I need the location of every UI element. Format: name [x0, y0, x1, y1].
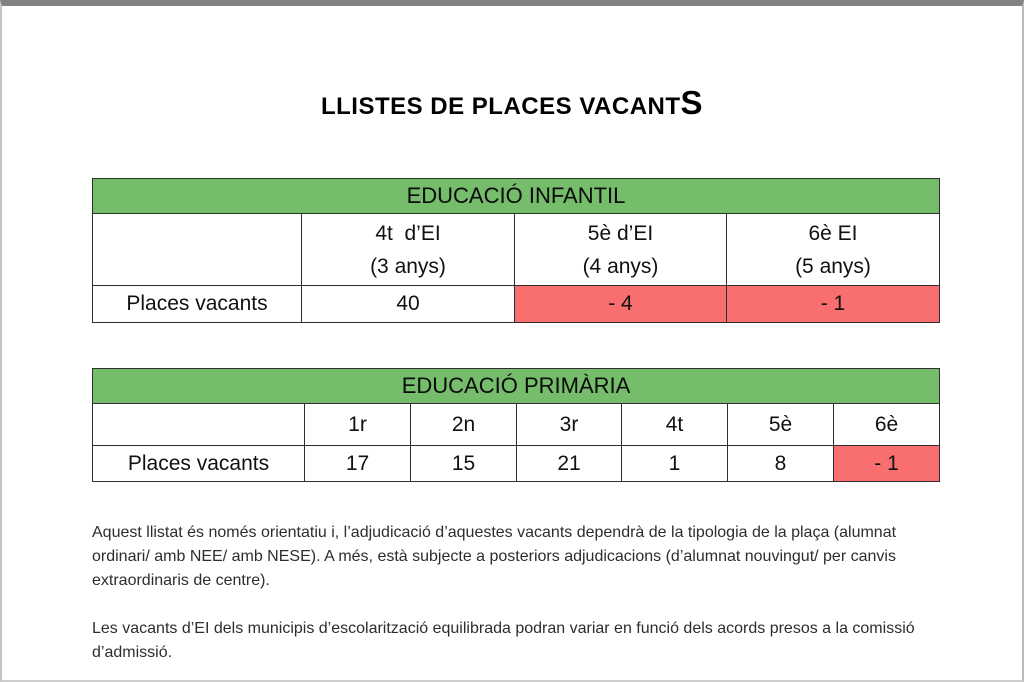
table-row	[93, 286, 940, 323]
column-header-5e: 5è	[728, 404, 834, 446]
column-header-6e: 6è	[834, 404, 940, 446]
page-title-suffix: S	[680, 84, 704, 121]
value-4t-ei: 40	[302, 286, 515, 323]
page-title	[2, 86, 1022, 124]
table-row	[93, 404, 940, 446]
column-header-line2: (4 anys)	[582, 254, 659, 278]
column-header-line2: (5 anys)	[795, 254, 871, 278]
note-orientative-disclaimer: Aquest llistat és només orientatiu i, l’adjudicació d’aquestes vacants dependrà de la tipologia de la plaça (alumnat ordinari/ amb NEE/ amb NESE). A més, està subjecte a posteriors adjudicacions (d’alumnat nouvingut/ per canvis extraordinaris de centre).	[92, 524, 897, 589]
table-row	[93, 446, 940, 482]
column-header-line1: 5è d’EI	[587, 221, 654, 245]
value-2n: 15	[411, 446, 517, 482]
table-title-primaria: EDUCACIÓ PRIMÀRIA	[93, 369, 940, 404]
table-row	[93, 214, 940, 286]
row-label-places-vacants: Places vacants	[93, 446, 305, 482]
column-header-4t: 4t	[622, 404, 728, 446]
table-educacio-infantil	[92, 178, 940, 323]
value-5e-ei-negative: - 4	[515, 286, 727, 323]
page-title-main: LLISTES DE PLACES VACANT	[320, 93, 681, 120]
column-header-line1: 6è EI	[808, 221, 858, 245]
value-6e-ei-negative: - 1	[727, 286, 940, 323]
column-header-1r: 1r	[305, 404, 411, 446]
footnotes	[92, 521, 944, 665]
column-header-4t-ei	[302, 214, 515, 286]
value-5e: 8	[728, 446, 834, 482]
table-title-infantil: EDUCACIÓ INFANTIL	[93, 179, 940, 214]
column-header-line1: 4t d’EI	[375, 221, 441, 245]
column-header-6e-ei	[727, 214, 940, 286]
column-header-line2: (3 anys)	[370, 254, 446, 278]
corner-cell-empty	[93, 214, 302, 286]
table-educacio-primaria	[92, 368, 940, 482]
value-3r: 21	[517, 446, 622, 482]
row-label-places-vacants: Places vacants	[93, 286, 302, 323]
table-row	[93, 179, 940, 214]
value-4t: 1	[622, 446, 728, 482]
column-header-2n: 2n	[411, 404, 517, 446]
value-6e-negative: - 1	[834, 446, 940, 482]
table-row	[93, 369, 940, 404]
value-1r: 17	[305, 446, 411, 482]
corner-cell-empty	[93, 404, 305, 446]
note-ei-municipis: Les vacants d’EI dels municipis d’escolarització equilibrada podran variar en funció dels acords presos a la comissió d’admissió.	[92, 620, 915, 661]
column-header-5e-ei	[515, 214, 727, 286]
column-header-3r: 3r	[517, 404, 622, 446]
